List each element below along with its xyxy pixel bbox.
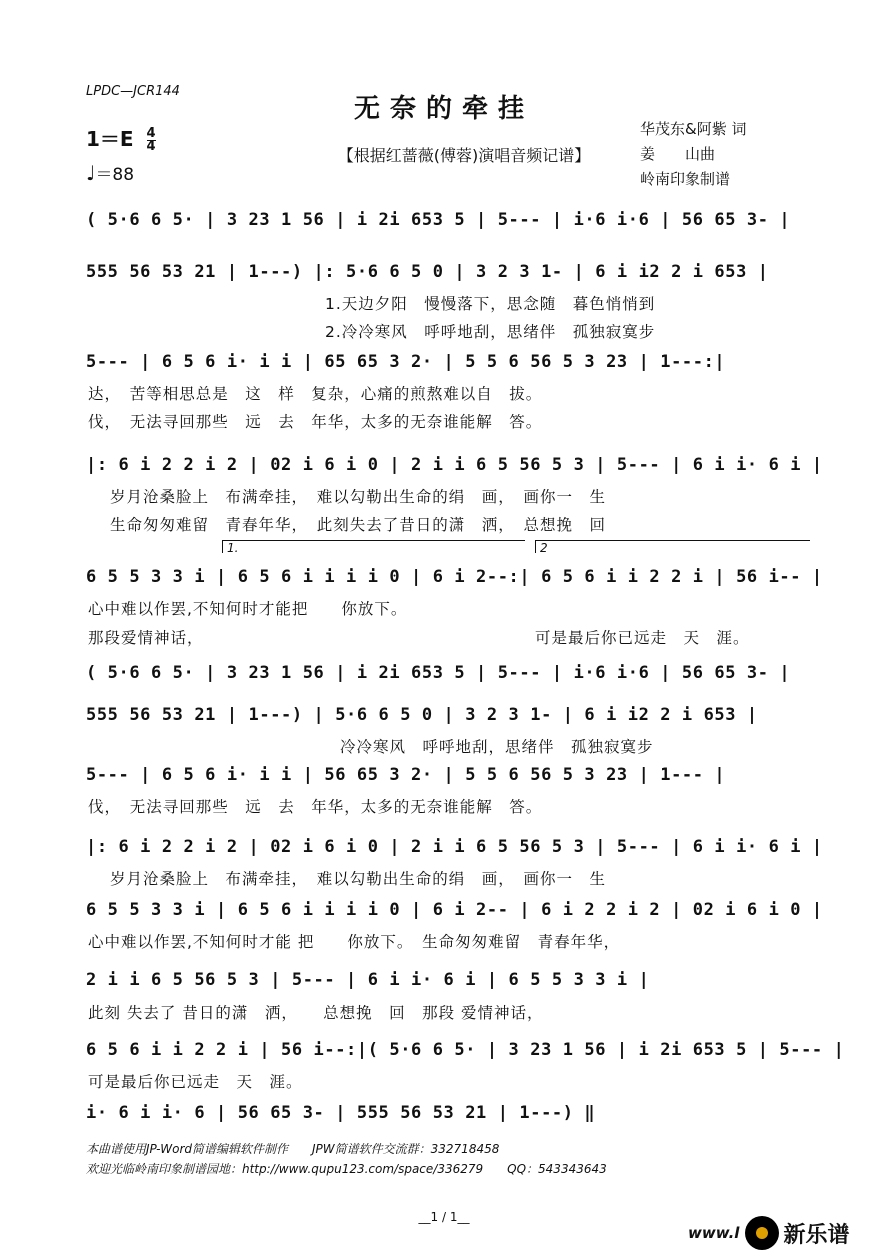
lyric-chorus-1-a: 岁月沧桑脸上 布满牵挂， 难以勾勒出生命的绢 画， 画你一 生 bbox=[110, 488, 607, 506]
song-title: 无奈的牵挂 bbox=[353, 94, 534, 124]
record-disc-icon bbox=[745, 1216, 779, 1250]
stave-line-11: 2 i i 6 5 56 5 3 | 5--- | 6 i i· 6 i | 6 5 5 3 3 i | bbox=[86, 970, 650, 990]
quarter-note-icon: ♩ bbox=[86, 161, 96, 185]
stave-line-5: 6 5 5 3 3 i | 6 5 6 i i i i 0 | 6 i 2--:| 6 5 6 i i 2 2 i | 56 i-- | bbox=[86, 567, 823, 587]
stave-line-10: 6 5 5 3 3 i | 6 5 6 i i i i 0 | 6 i 2-- | 6 i 2 2 i 2 | 02 i 6 i 0 | bbox=[86, 900, 823, 920]
lyric-chorus-3-c: 此刻 失去了 昔日的潇 洒， 总想挽 回 那段 爱情神话， bbox=[88, 1004, 544, 1022]
stave-line-2: 555 56 53 21 | 1---) |: 5·6 6 5 0 | 3 2 3 1- | 6 i i2 2 i 653 | bbox=[86, 262, 769, 282]
page-number: __1 / 1__ bbox=[418, 1210, 470, 1224]
key-label: 1＝E bbox=[86, 127, 134, 151]
watermark-url: www.l bbox=[688, 1224, 740, 1242]
footer-software-note: 本曲谱使用JP-Word简谱编辑软件制作 JPW简谱软件交流群：332718458 bbox=[86, 1142, 500, 1156]
lyric-verse-2-repeat-b: 伐， 无法寻回那些 远 去 年华，太多的无奈谁能解 答。 bbox=[88, 798, 543, 816]
subtitle: 【根据红蔷薇(傅蓉)演唱音频记谱】 bbox=[337, 146, 591, 165]
tempo-value: ＝88 bbox=[95, 165, 135, 185]
lyric-chorus-3-b: 心中难以作罢,不知何时才能 把 你放下。 生命匆匆难留 青春年华， bbox=[88, 933, 621, 951]
stave-line-13: i· 6 i i· 6 | 56 65 3- | 555 56 53 21 | 1---) ‖ bbox=[86, 1103, 596, 1123]
lyric-chorus-2-a: 生命匆匆难留 青春年华， 此刻失去了昔日的潇 洒， 总想挽 回 bbox=[110, 516, 607, 534]
stave-line-4: |: 6 i 2 2 i 2 | 02 i 6 i 0 | 2 i i 6 5 56 5 3 | 5--- | 6 i i· 6 i | bbox=[86, 455, 823, 475]
volta-first-ending: 1. bbox=[222, 540, 525, 553]
time-numerator: 4 bbox=[146, 126, 156, 141]
watermark-name: 新乐谱 bbox=[783, 1222, 850, 1248]
watermark-logo bbox=[688, 1216, 849, 1250]
lyric-chorus-3-a: 岁月沧桑脸上 布满牵挂， 难以勾勒出生命的绢 画， 画你一 生 bbox=[110, 870, 607, 888]
arranger-credit: 岭南印象制谱 bbox=[640, 170, 731, 188]
time-denominator: 4 bbox=[146, 139, 156, 154]
volta-second-ending: 2 bbox=[535, 540, 810, 553]
lyric-verse-1-a: 1.天边夕阳 慢慢落下，思念随 暮色悄悄到 bbox=[325, 295, 656, 313]
lyric-ending-2: 可是最后你已远走 天 涯。 bbox=[535, 629, 750, 647]
lyric-verse-2-a: 2.冷冷寒风 呼呼地刮，思绪伴 孤独寂寞步 bbox=[325, 323, 656, 341]
stave-line-9: |: 6 i 2 2 i 2 | 02 i 6 i 0 | 2 i i 6 5 56 5 3 | 5--- | 6 i i· 6 i | bbox=[86, 837, 823, 857]
lyric-chorus-2-b: 那段爱情神话， bbox=[88, 629, 204, 647]
footer-website-note: 欢迎光临岭南印象制谱园地：http://www.qupu123.com/space/336279 QQ：543343643 bbox=[86, 1162, 607, 1176]
score-code: LPDC—JCR144 bbox=[86, 84, 180, 99]
lyric-verse-2-repeat-a: 冷冷寒风 呼呼地刮，思绪伴 孤独寂寞步 bbox=[340, 738, 654, 756]
stave-line-7: 555 56 53 21 | 1---) | 5·6 6 5 0 | 3 2 3 1- | 6 i i2 2 i 653 | bbox=[86, 705, 758, 725]
stave-line-1: ( 5·6 6 5· | 3 23 1 56 | i 2i 653 5 | 5--- | i·6 i·6 | 56 65 3- | bbox=[86, 210, 791, 230]
stave-line-8: 5--- | 6 5 6 i· i i | 56 65 3 2· | 5 5 6 56 5 3 23 | 1--- | bbox=[86, 765, 726, 785]
lyric-verse-1-b: 达， 苦等相思总是 这 样 复杂，心痛的煎熬难以自 拔。 bbox=[88, 385, 543, 403]
composer-credit: 姜 山曲 bbox=[640, 145, 716, 163]
lyricist-credit: 华茂东&阿紫 词 bbox=[640, 120, 747, 138]
lyric-chorus-1-b: 心中难以作罢,不知何时才能把 你放下。 bbox=[88, 600, 408, 618]
lyric-chorus-3-d: 可是最后你已远走 天 涯。 bbox=[88, 1073, 303, 1091]
stave-line-3: 5--- | 6 5 6 i· i i | 65 65 3 2· | 5 5 6 56 5 3 23 | 1---:| bbox=[86, 352, 726, 372]
lyric-verse-2-b: 伐， 无法寻回那些 远 去 年华，太多的无奈谁能解 答。 bbox=[88, 413, 543, 431]
stave-line-6: ( 5·6 6 5· | 3 23 1 56 | i 2i 653 5 | 5--- | i·6 i·6 | 56 65 3- | bbox=[86, 663, 791, 683]
stave-line-12: 6 5 6 i i 2 2 i | 56 i--:|( 5·6 6 5· | 3 23 1 56 | i 2i 653 5 | 5--- | bbox=[86, 1040, 845, 1060]
